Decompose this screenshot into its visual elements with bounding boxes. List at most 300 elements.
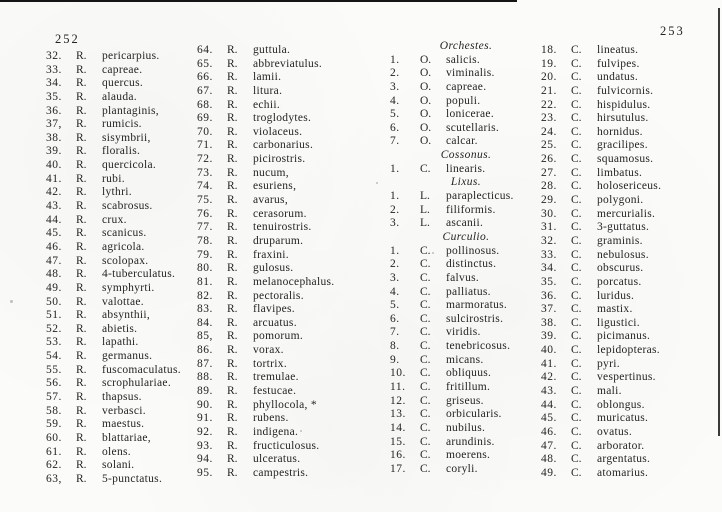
entry-number: 5. [390, 108, 400, 121]
entry-number: 93. [197, 439, 213, 452]
species-name: graminis. [597, 234, 643, 247]
genus-abbrev: C. [571, 180, 582, 193]
species-name: olens. [102, 445, 131, 458]
species-entry [541, 99, 693, 113]
entry-number: 8. [390, 340, 400, 353]
entry-number: 46. [541, 425, 557, 438]
species-entry [197, 71, 349, 85]
genus-abbrev: O. [420, 121, 432, 134]
genus-abbrev: C. [571, 371, 582, 384]
species-entry [197, 385, 349, 399]
species-entry [46, 418, 198, 432]
genus-abbrev: C. [420, 353, 431, 366]
genus-heading: Lixus. [450, 176, 482, 189]
genus-abbrev: C. [571, 316, 582, 329]
genus-abbrev: R. [227, 84, 238, 97]
genus-abbrev: C. [571, 98, 582, 111]
entry-number: 73. [197, 166, 213, 179]
species-name: falvus. [446, 271, 480, 284]
entry-number: 41. [541, 357, 557, 370]
species-name: germanus. [102, 350, 153, 363]
species-entry [390, 81, 542, 95]
species-name: capreae. [446, 80, 487, 93]
genus-abbrev: R. [76, 213, 87, 226]
species-name: valottae. [102, 295, 144, 308]
species-name: calcar. [446, 135, 478, 148]
species-name: scanicus. [102, 227, 147, 240]
species-entry [197, 208, 349, 222]
species-name: melanocephalus. [253, 275, 335, 288]
genus-abbrev: R. [76, 459, 87, 472]
entry-number: 91. [197, 412, 213, 425]
species-name: obliquus. [446, 367, 492, 380]
entry-number: 81. [197, 275, 213, 288]
entry-number: 9. [390, 353, 400, 366]
genus-abbrev: C. [420, 299, 431, 312]
entry-number: 25. [541, 139, 557, 152]
species-name: nucum, [253, 166, 289, 179]
species-name: oblongus. [597, 398, 645, 411]
species-name: fraxini. [253, 248, 289, 261]
species-entry [197, 303, 349, 317]
species-entry [390, 463, 542, 477]
species-entry [46, 473, 198, 487]
genus-abbrev: C. [571, 439, 582, 452]
species-entry [390, 449, 542, 463]
species-name: squamosus. [597, 153, 654, 166]
species-entry [541, 44, 693, 58]
species-entry [46, 391, 198, 405]
species-entry [541, 221, 693, 235]
species-entry [390, 163, 542, 177]
species-name: troglodytes. [253, 112, 312, 125]
species-entry [541, 262, 693, 276]
species-entry [390, 313, 542, 327]
species-name: salicis. [446, 53, 481, 66]
species-entry [46, 132, 198, 146]
genus-abbrev: R. [76, 431, 87, 444]
genus-abbrev: C. [420, 244, 431, 257]
entry-number: 41. [46, 172, 62, 185]
species-entry [197, 358, 349, 372]
species-entry [197, 85, 349, 99]
entry-number: 80. [197, 262, 213, 275]
species-name: tenuirostris. [253, 221, 312, 234]
entry-number: 32. [541, 234, 557, 247]
species-column-4 [541, 44, 693, 481]
species-name: hispidulus. [597, 98, 651, 111]
species-entry [46, 77, 198, 91]
entry-number: 13. [390, 408, 406, 421]
entry-number: 68. [197, 98, 213, 111]
entry-number: 67. [197, 84, 213, 97]
entry-number: 95. [197, 466, 213, 479]
entry-number: 44. [541, 398, 557, 411]
genus-abbrev: R. [227, 125, 238, 138]
entry-number: 70. [197, 125, 213, 138]
species-entry [541, 194, 693, 208]
genus-abbrev: C. [571, 330, 582, 343]
genus-abbrev: R. [76, 200, 87, 213]
genus-abbrev: C. [571, 453, 582, 466]
species-name: solani. [102, 459, 135, 472]
species-name: mali. [597, 385, 622, 398]
genus-abbrev: C. [420, 312, 431, 325]
entry-number: 7. [390, 326, 400, 339]
species-entry [197, 371, 349, 385]
species-name: capreae. [102, 63, 143, 76]
genus-abbrev: R. [227, 262, 238, 275]
entry-number: 20. [541, 71, 557, 84]
entry-number: 6. [390, 312, 400, 325]
entry-number: 65. [197, 57, 213, 70]
entry-number: 1. [390, 190, 400, 203]
species-name: quercus. [102, 77, 144, 90]
entry-number: 88. [197, 371, 213, 384]
species-name: arborator. [597, 439, 645, 452]
genus-abbrev: O. [420, 67, 432, 80]
genus-abbrev: R. [227, 221, 238, 234]
species-name: absynthii, [102, 309, 151, 322]
species-name: litura. [253, 84, 283, 97]
species-name: fuscomaculatus. [102, 363, 181, 376]
entry-number: 31. [541, 221, 557, 234]
species-column-2 [197, 44, 349, 481]
species-entry [541, 180, 693, 194]
genus-abbrev: C. [420, 340, 431, 353]
species-name: micans. [446, 353, 484, 366]
species-entry [197, 262, 349, 276]
species-name: scolopax. [102, 254, 149, 267]
entry-number: 33. [46, 63, 62, 76]
species-name: fulvicornis. [597, 84, 654, 97]
species-entry [46, 227, 198, 241]
genus-heading: Curculio. [442, 230, 490, 243]
species-name: avarus, [253, 194, 288, 207]
entry-number: 35. [541, 275, 557, 288]
entry-number: 50. [46, 295, 62, 308]
species-name: arcuatus. [253, 316, 297, 329]
species-name: alauda. [102, 90, 137, 103]
species-entry [390, 354, 542, 368]
species-entry [541, 85, 693, 99]
species-entry [197, 440, 349, 454]
entry-number: 4. [390, 285, 400, 298]
entry-number: 49. [46, 281, 62, 294]
species-entry [390, 381, 542, 395]
entry-number: 42. [541, 371, 557, 384]
species-entry [541, 399, 693, 413]
genus-abbrev: C. [571, 194, 582, 207]
genus-abbrev: R. [76, 322, 87, 335]
species-name: indigena. [253, 425, 299, 438]
species-column-1 [46, 50, 198, 487]
genus-abbrev: R. [76, 118, 87, 131]
species-entry [541, 330, 693, 344]
species-entry [197, 139, 349, 153]
entry-number: 38. [541, 316, 557, 329]
species-entry [390, 95, 542, 109]
genus-abbrev: C. [571, 44, 582, 56]
genus-abbrev: C. [571, 385, 582, 398]
entry-number: 56. [46, 377, 62, 390]
genus-abbrev: R. [76, 350, 87, 363]
entry-number: 34. [46, 77, 62, 90]
species-entry [541, 412, 693, 426]
species-entry [46, 118, 198, 132]
entry-number: 58. [46, 404, 62, 417]
entry-number: 59. [46, 418, 62, 431]
genus-abbrev: C. [420, 271, 431, 284]
genus-abbrev: C. [420, 381, 431, 394]
entry-number: 87. [197, 357, 213, 370]
species-name: lamii. [253, 71, 282, 84]
species-name: ligustici. [597, 316, 640, 329]
genus-abbrev: L. [420, 190, 430, 203]
genus-abbrev: R. [227, 153, 238, 166]
genus-abbrev: R. [76, 363, 87, 376]
species-name: viminalis. [446, 67, 495, 80]
entry-number: 2. [390, 67, 400, 80]
entry-number: 72. [197, 153, 213, 166]
genus-abbrev: C. [420, 258, 431, 271]
genus-abbrev: C. [571, 344, 582, 357]
entry-number: 1. [390, 244, 400, 257]
genus-abbrev: L. [420, 217, 430, 230]
species-name: lonicerae. [446, 108, 495, 121]
species-entry [541, 58, 693, 72]
species-entry [46, 405, 198, 419]
species-name: mercurialis. [597, 207, 656, 220]
scan-edge-right [718, 8, 720, 436]
species-name: arundinis. [446, 435, 495, 448]
entry-number: 3. [390, 271, 400, 284]
species-entry [390, 217, 542, 231]
species-entry [541, 126, 693, 140]
species-name: pyri. [597, 357, 620, 370]
genus-abbrev: R. [227, 180, 238, 193]
genus-abbrev: R. [76, 377, 87, 390]
species-name: blattariae, [102, 431, 151, 444]
species-name: coryli. [446, 462, 478, 475]
entry-number: 1. [390, 162, 400, 175]
genus-abbrev: C. [571, 125, 582, 138]
species-entry [46, 309, 198, 323]
species-name: griseus. [446, 394, 484, 407]
genus-abbrev: R. [76, 281, 87, 294]
entry-number: 47. [541, 439, 557, 452]
entry-number: 60. [46, 431, 62, 444]
species-name: flavipes. [253, 303, 295, 316]
genus-abbrev: C. [420, 421, 431, 434]
species-entry [46, 200, 198, 214]
species-name: marmoratus. [446, 299, 508, 312]
species-name: fulvipes. [597, 57, 640, 70]
entry-number: 82. [197, 289, 213, 302]
genus-abbrev: R. [76, 336, 87, 349]
entry-number: 92. [197, 425, 213, 438]
entry-number: 52. [46, 322, 62, 335]
species-name: druparum. [253, 234, 304, 247]
species-entry [46, 255, 198, 269]
species-entry [390, 286, 542, 300]
species-entry [390, 122, 542, 136]
species-column-3 [390, 40, 542, 477]
species-entry [541, 276, 693, 290]
genus-abbrev: R. [76, 404, 87, 417]
genus-abbrev: C. [420, 449, 431, 462]
species-entry [390, 190, 542, 204]
species-name: luridus. [597, 289, 635, 302]
species-entry [197, 44, 349, 58]
entry-number: 75. [197, 194, 213, 207]
species-entry [197, 426, 349, 440]
species-entry [541, 235, 693, 249]
genus-abbrev: C. [571, 221, 582, 234]
species-name: vespertinus. [597, 371, 656, 384]
species-name: floralis. [102, 145, 141, 158]
species-entry [541, 317, 693, 331]
genus-abbrev: R. [76, 391, 87, 404]
entry-number: 2. [390, 203, 400, 216]
genus-abbrev: C. [571, 57, 582, 70]
species-name: rubi. [102, 172, 125, 185]
entry-number: 47. [46, 254, 62, 267]
species-entry [197, 412, 349, 426]
species-name: muricatus. [597, 412, 649, 425]
species-entry [390, 395, 542, 409]
species-entry [390, 258, 542, 272]
species-entry [46, 446, 198, 460]
species-entry [197, 330, 349, 344]
species-name: 4-tuberculatus. [102, 268, 176, 281]
species-name: campestris. [253, 466, 309, 479]
genus-abbrev: R. [227, 412, 238, 425]
species-entry [197, 344, 349, 358]
genus-abbrev: O. [420, 135, 432, 148]
species-name: guttula. [253, 44, 291, 56]
genus-abbrev: C. [571, 84, 582, 97]
entry-number: 42. [46, 186, 62, 199]
entry-number: 74. [197, 180, 213, 193]
species-name: nebulosus. [597, 248, 649, 261]
species-entry [46, 186, 198, 200]
species-entry [197, 194, 349, 208]
species-entry [197, 235, 349, 249]
species-entry [46, 364, 198, 378]
species-entry [197, 467, 349, 481]
entry-number: 3. [390, 80, 400, 93]
species-name: fructiculosus. [253, 439, 320, 452]
entry-number: 77. [197, 221, 213, 234]
species-name: abbreviatulus. [253, 57, 323, 70]
species-name: obscurus. [597, 262, 644, 275]
species-name: rumicis. [102, 118, 142, 131]
species-entry [46, 105, 198, 119]
entry-number: 38. [46, 131, 62, 144]
entry-number: 85, [197, 330, 213, 343]
genus-abbrev: C. [571, 139, 582, 152]
entry-number: 35. [46, 90, 62, 103]
species-name: 3-guttatus. [597, 221, 650, 234]
genus-abbrev: R. [76, 77, 87, 90]
genus-abbrev: R. [227, 207, 238, 220]
entry-number: 66. [197, 71, 213, 84]
genus-abbrev: R. [227, 166, 238, 179]
entry-number: 4. [390, 94, 400, 107]
genus-abbrev: R. [227, 344, 238, 357]
genus-abbrev: R. [76, 240, 87, 253]
genus-abbrev: R. [227, 139, 238, 152]
entry-number: 48. [541, 453, 557, 466]
genus-abbrev: R. [76, 227, 87, 240]
species-name: tortrix. [253, 357, 288, 370]
species-entry [46, 64, 198, 78]
entry-number: 86. [197, 344, 213, 357]
entry-number: 1. [390, 53, 400, 66]
genus-abbrev: R. [227, 466, 238, 479]
entry-number: 26. [541, 153, 557, 166]
genus-abbrev: R. [227, 371, 238, 384]
species-entry [541, 303, 693, 317]
entry-number: 14. [390, 421, 406, 434]
entry-number: 53. [46, 336, 62, 349]
genus-abbrev: R. [227, 248, 238, 261]
species-name: holosericeus. [597, 180, 662, 193]
species-entry [46, 350, 198, 364]
entry-number: 43. [46, 200, 62, 213]
species-name: scrophulariae. [102, 377, 172, 390]
entry-number: 51. [46, 309, 62, 322]
entry-number: 7. [390, 135, 400, 148]
genus-abbrev: C. [420, 367, 431, 380]
species-name: picimanus. [597, 330, 651, 343]
species-entry [390, 204, 542, 218]
species-name: tremulae. [253, 371, 299, 384]
species-entry [541, 139, 693, 153]
species-entry [46, 459, 198, 473]
species-entry [46, 241, 198, 255]
genus-abbrev: R. [227, 234, 238, 247]
genus-abbrev: R. [76, 295, 87, 308]
species-name: thapsus. [102, 391, 142, 404]
species-name: plantaginis, [102, 104, 159, 117]
entry-number: 16. [390, 449, 406, 462]
genus-abbrev: O. [420, 94, 432, 107]
species-name: paraplecticus. [446, 190, 514, 203]
genus-abbrev: C. [571, 166, 582, 179]
entry-number: 90. [197, 398, 213, 411]
species-name: lepidopteras. [597, 344, 660, 357]
species-name: lapathi. [102, 336, 139, 349]
species-name: ulceratus. [253, 453, 301, 466]
entry-number: 49. [541, 466, 557, 479]
genus-abbrev: R. [76, 131, 87, 144]
species-name: gracilipes. [597, 139, 648, 152]
genus-abbrev: R. [227, 44, 238, 56]
genus-abbrev: R. [76, 50, 87, 62]
genus-abbrev: R. [227, 439, 238, 452]
genus-abbrev: R. [76, 90, 87, 103]
species-entry [541, 153, 693, 167]
genus-abbrev: R. [76, 145, 87, 158]
entry-number: 78. [197, 234, 213, 247]
entry-number: 37, [46, 118, 62, 131]
species-entry [541, 344, 693, 358]
species-name: filiformis. [446, 203, 496, 216]
species-name: scutellaris. [446, 121, 500, 134]
genus-abbrev: C. [571, 248, 582, 261]
